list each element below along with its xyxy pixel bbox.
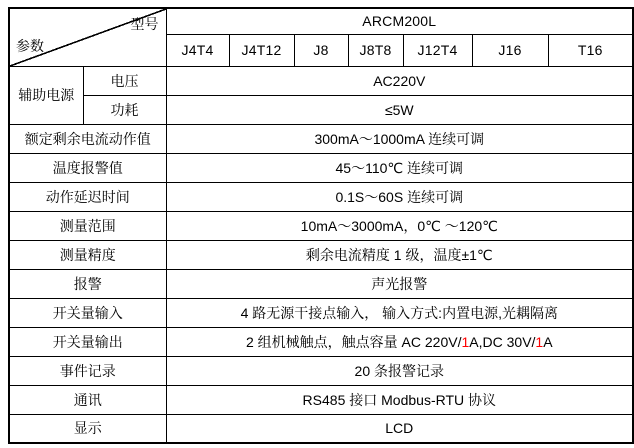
row-label: 功耗 (83, 95, 166, 124)
model-axis-label: 型号 (130, 16, 159, 32)
spec-row-display (9, 414, 633, 443)
variant-cell: J4T12 (229, 34, 294, 66)
spec-row-action-delay (9, 182, 633, 211)
row-value: ≤5W (166, 95, 633, 124)
row-label: 显示 (9, 414, 166, 443)
spec-row-communication (9, 385, 633, 414)
variant-cell: T16 (548, 34, 633, 66)
variant-cell: J8 (294, 34, 348, 66)
row-value: 2 组机械触点，触点容量 AC 220V/1A,DC 30V/1A (166, 327, 633, 356)
spec-row-rated-residual-current (9, 124, 633, 153)
variant-cell: J8T8 (348, 34, 403, 66)
param-axis-label: 参数 (16, 37, 44, 54)
row-value: 20 条报警记录 (166, 356, 633, 385)
variant-cell: J12T4 (403, 34, 472, 66)
spec-row-switch-input (9, 298, 633, 327)
row-label: 测量范围 (9, 211, 166, 240)
row-label: 动作延迟时间 (9, 182, 166, 211)
spec-row-temp-alarm (9, 153, 633, 182)
row-label: 电压 (83, 66, 166, 95)
variant-cell: J16 (472, 34, 548, 66)
aux-power-label: 辅助电源 (9, 66, 83, 124)
variant-cell: J4T4 (166, 34, 229, 66)
row-label: 报警 (9, 269, 166, 298)
spec-row-power-consumption (9, 95, 633, 124)
model-name-cell: ARCM200L (166, 8, 633, 34)
row-label: 通讯 (9, 385, 166, 414)
row-label: 温度报警值 (9, 153, 166, 182)
row-value: RS485 接口 Modbus-RTU 协议 (166, 385, 633, 414)
spec-row-switch-output (9, 327, 633, 356)
row-label: 额定剩余电流动作值 (9, 124, 166, 153)
row-value: 0.1S～60S 连续可调 (166, 182, 633, 211)
row-value: 45～110℃ 连续可调 (166, 153, 633, 182)
row-value: 300mA～1000mA 连续可调 (166, 124, 633, 153)
spec-row-voltage (9, 66, 633, 95)
spec-row-alarm (9, 269, 633, 298)
row-label: 开关量输入 (9, 298, 166, 327)
row-value: 10mA～3000mA，0℃ ～120℃ (166, 211, 633, 240)
spec-table (8, 7, 634, 444)
row-value: 剩余电流精度 1 级，温度±1℃ (166, 240, 633, 269)
row-value: LCD (166, 414, 633, 443)
row-value: AC220V (166, 66, 633, 95)
spec-row-measure-range (9, 211, 633, 240)
row-label: 开关量输出 (9, 327, 166, 356)
row-label: 测量精度 (9, 240, 166, 269)
diagonal-header-cell (9, 8, 166, 66)
spec-row-event-record (9, 356, 633, 385)
header-row-model (9, 8, 633, 34)
row-label: 事件记录 (9, 356, 166, 385)
spec-row-measure-accuracy (9, 240, 633, 269)
row-value: 4 路无源干接点输入， 输入方式:内置电源,光耦隔离 (166, 298, 633, 327)
row-value: 声光报警 (166, 269, 633, 298)
